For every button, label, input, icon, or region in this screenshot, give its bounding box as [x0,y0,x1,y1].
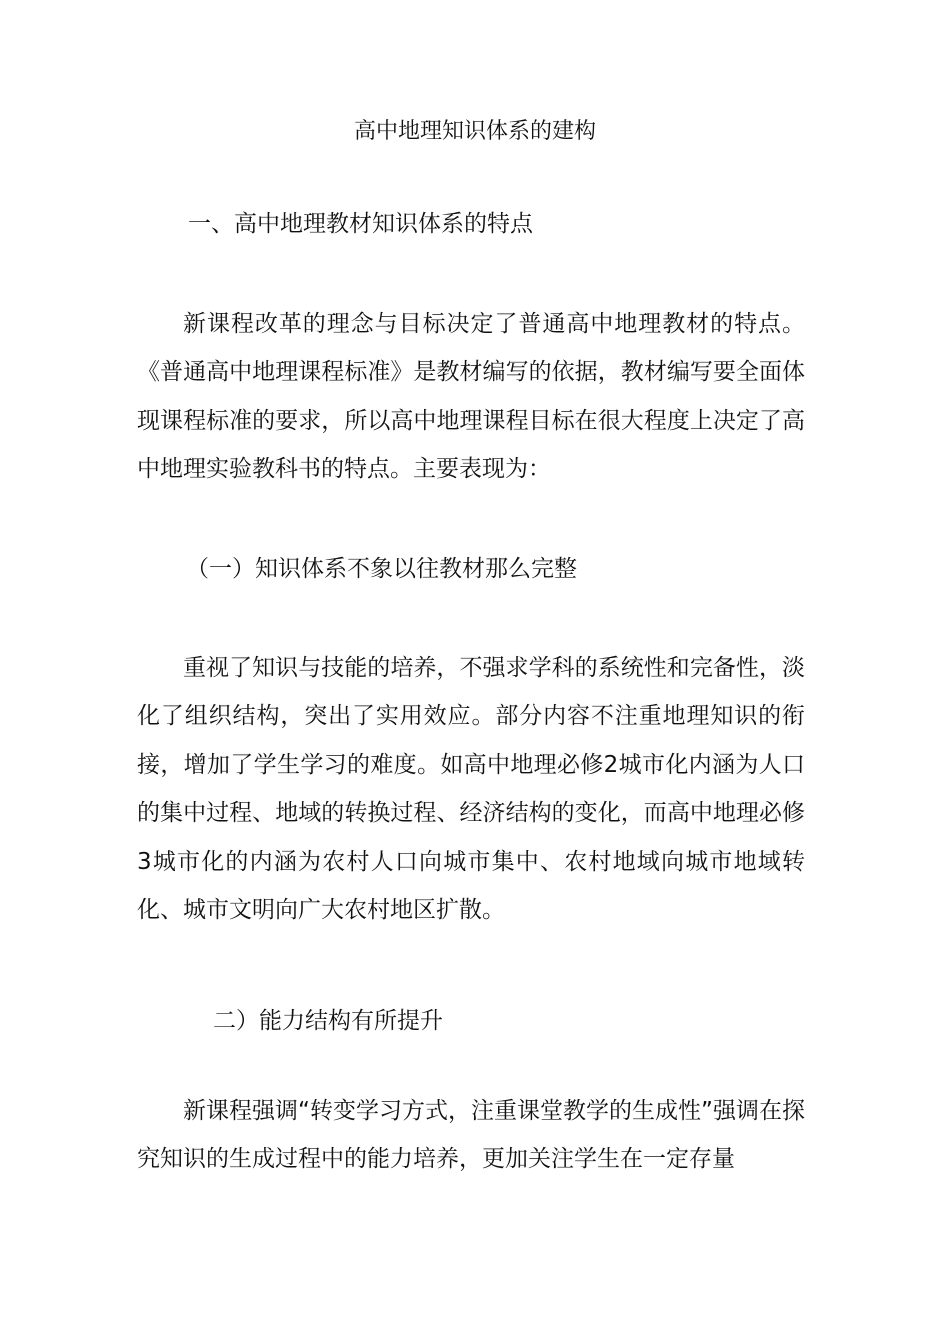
paragraph-2: 重视了知识与技能的培养，不强求学科的系统性和完备性，淡化了组织结构，突出了实用效应。部分内容不注重地理知识的衔接，增加了学生学习的难度。如高中地理必修2城市化内涵为人口的集中过程、地域的转换过程、经济结构的变化，而高中地理必修3城市化的内涵为农村人口向城市集中、农村地域向城市地域转化、城市文明向广大农村地区扩散。 [137,655,805,924]
document-title: 高中地理知识体系的建构 [353,119,596,144]
subsection-heading-2: 二）能力结构有所提升 [213,1008,443,1034]
paragraph-1: 新课程改革的理念与目标决定了普通高中地理教材的特点。《普通高中地理课程标准》是教材编写的依据，教材编写要全面体现课程标准的要求，所以高中地理课程目标在很大程度上决定了高中地理实验教科书的特点。主要表现为： [137,311,805,483]
section-heading-1: 一、高中地理教材知识体系的特点 [188,211,533,237]
subsection-heading-1: （一）知识体系不象以往教材那么完整 [186,556,577,582]
paragraph-3: 新课程强调“转变学习方式，注重课堂教学的生成性”强调在探究知识的生成过程中的能力培养，更加关注学生在一定存量 [137,1098,805,1173]
